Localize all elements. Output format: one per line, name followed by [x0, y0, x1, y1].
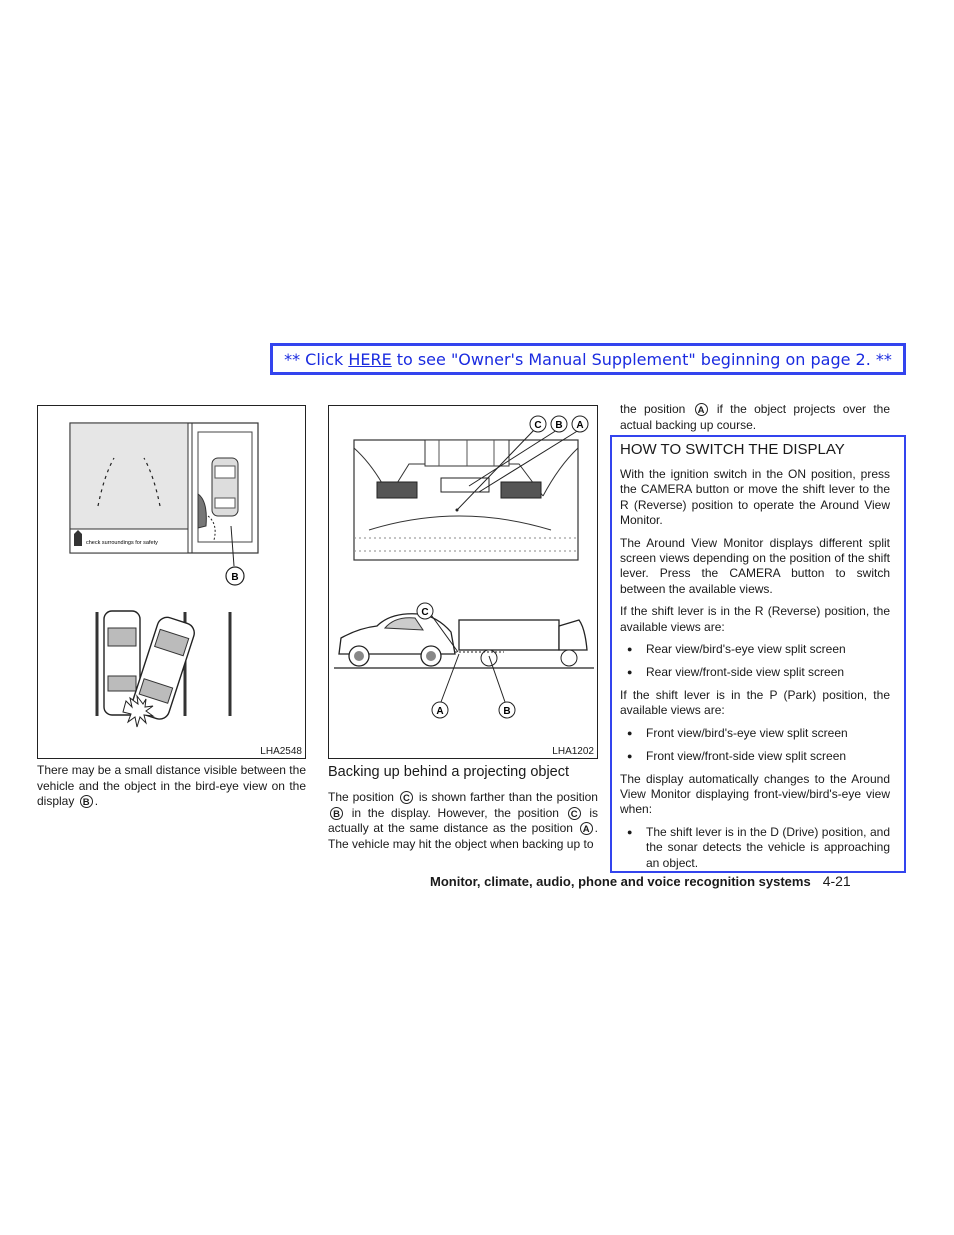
callout-b-side: B [503, 706, 511, 717]
callout-c-side: C [421, 607, 429, 618]
figure-birdseye-view [37, 405, 306, 759]
box-title: HOW TO SWITCH THE DISPLAY [620, 441, 845, 458]
park-views-list [620, 726, 890, 764]
list-item: ● Front view/bird's-eye view split screen [620, 726, 890, 741]
box-paragraph-4: If the shift lever is in the P (Park) position, the available views are: [620, 688, 890, 718]
box-paragraph-3: If the shift lever is in the R (Reverse) position, the available views are: [620, 604, 890, 634]
footer-section-title: Monitor, climate, audio, phone and voice recognition systems [430, 874, 811, 889]
box-paragraph-2: The Around View Monitor displays different split screen views depending on the position of the shift lever. Press the CAMERA button to switch between the available views. [620, 535, 890, 596]
drive-conditions-list [620, 825, 890, 871]
mid-text-c: in the display. However, the position [351, 805, 559, 820]
supplement-banner [270, 343, 906, 375]
list-item: ● Rear view/front-side view split screen [620, 665, 890, 680]
birdseye-illustration [38, 406, 307, 760]
figure-code: LHA1202 [552, 746, 594, 757]
list-item: ● Front view/front-side view split screen [620, 749, 890, 764]
here-link[interactable]: HERE [348, 349, 392, 369]
right-top-paragraph [620, 402, 890, 433]
figure-code: LHA2548 [260, 746, 302, 757]
projecting-object-illustration [329, 406, 599, 760]
box-paragraph-1: With the ignition switch in the ON position, press the CAMERA button or move the shift lever to the R (Reverse) position to operate the Around View Monitor. [620, 467, 890, 527]
page-footer [430, 873, 851, 889]
middle-paragraph [328, 790, 598, 852]
marker-c: C [568, 807, 581, 820]
reverse-views-list [620, 642, 890, 680]
marker-a: A [580, 822, 593, 835]
banner-prefix: ** Click [284, 349, 344, 369]
mid-text-e: . The vehicle may hit the object when backing up to [328, 821, 598, 851]
mid-text-d: is actually at the same distance as the position [328, 805, 598, 835]
left-paragraph-text: There may be a small distance visible between the vehicle and the object in the bird-eye view on the display [37, 763, 306, 808]
how-to-switch-box [610, 435, 906, 873]
page-number: 4-21 [822, 873, 851, 889]
list-item: ● Rear view/bird's-eye view split screen [620, 642, 890, 657]
marker-a: A [695, 403, 708, 416]
left-paragraph [37, 763, 306, 810]
callout-c-top: C [534, 420, 542, 431]
callout-b-top: B [555, 420, 563, 431]
right-top-text-a: the position [620, 402, 686, 416]
callout-a-top: A [576, 420, 584, 431]
banner-suffix: to see "Owner's Manual Supplement" beginning on page 2. ** [396, 349, 892, 369]
screen-caption: check surroundings for safety [86, 540, 158, 546]
section-heading-projecting: Backing up behind a projecting object [328, 764, 570, 780]
mid-text-b: is shown farther than the position [418, 790, 598, 804]
marker-c: C [400, 791, 413, 804]
marker-b: B [80, 795, 93, 808]
right-top-text-b: if the object projects over the actual backing up course. [620, 402, 890, 432]
callout-b: B [231, 572, 239, 583]
figure-projecting-object [328, 405, 598, 759]
callout-a-side: A [436, 706, 444, 717]
list-item: ● The shift lever is in the D (Drive) position, and the sonar detects the vehicle is approaching an object. [620, 825, 890, 871]
left-paragraph-end: . [94, 794, 99, 808]
box-paragraph-5: The display automatically changes to the Around View Monitor displaying front-view/bird's-eye view when: [620, 771, 890, 817]
mid-text-a: The position [328, 790, 394, 804]
marker-b: B [330, 807, 343, 820]
